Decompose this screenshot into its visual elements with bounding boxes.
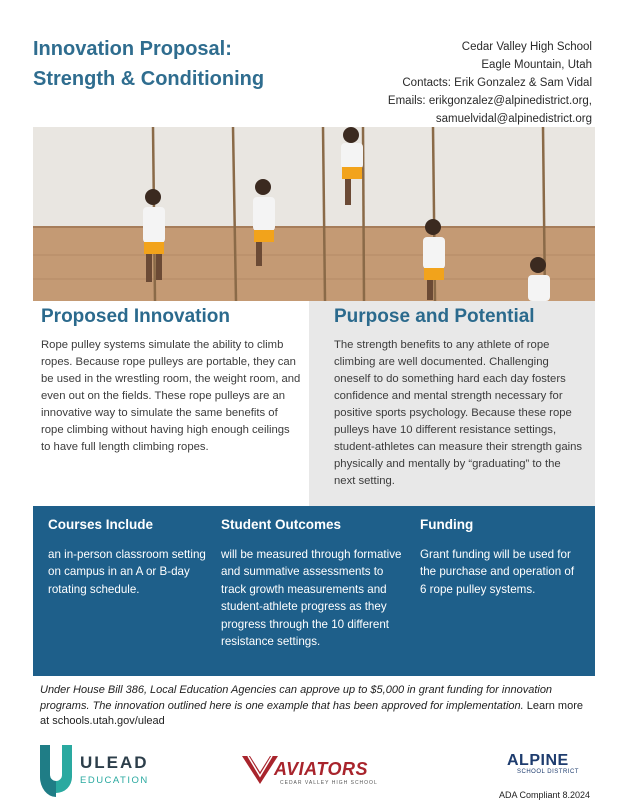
email-2: samuelvidal@alpinedistrict.org [435,113,592,125]
proposed-innovation-section [33,301,309,506]
contacts-line: Contacts: Erik Gonzalez & Sam Vidal [402,77,592,89]
footer-note [40,683,595,730]
rope-climbing-photo [33,127,595,301]
funding-heading: Funding [420,517,474,532]
proposed-innovation-heading: Proposed Innovation [41,306,230,327]
contact-block [388,38,592,128]
ulead-logo [36,745,166,797]
aviators-wordmark: AVIATORS [274,759,369,779]
aviators-logo [240,752,400,792]
info-band [33,506,595,676]
outcomes-text: will be measured through formative and summative assessments to track growth measurements and student-athlete progress as they progress through the 10 different resistance settings. [221,548,402,649]
footer-note-italic: Under House Bill 386, Local Education Agencies can approve up to $5,000 in grant funding for innovation programs. The innovation outlined here is one example that has been approved for implementation. [40,684,553,712]
outcomes-column [221,506,406,650]
footer-note-link-text: Learn more at schools.utah.gov/ulead [40,699,583,727]
aviators-subtitle: CEDAR VALLEY HIGH SCHOOL [280,780,378,786]
purpose-potential-heading: Purpose and Potential [334,306,535,327]
ulead-wordmark: ULEAD [80,753,149,772]
emails-line: Emails: erikgonzalez@alpinedistrict.org, [387,95,592,107]
alpine-wordmark: ALPINE [507,752,569,769]
courses-heading: Courses Include [48,517,154,532]
funding-column [420,506,580,598]
alpine-district-logo [507,752,597,782]
alpine-subtitle: SCHOOL DISTRICT [517,769,579,775]
ulead-subtitle: EDUCATION [80,775,149,786]
purpose-potential-text: The strength benefits to any athlete of rope climbing are well documented. Challenging oneself to do something hard each day fosters confidence and mental strength necessary for positive sports psychology. Because these rope pulleys have 10 different resistance settings, student-athletes can measure their strength gains physically and mentally by “graduating” to the next setting. [334,339,583,487]
school-location: Eagle Mountain, Utah [481,59,592,71]
courses-text: an in-person classroom setting on campus in an A or B-day rotating schedule. [48,548,206,596]
outcomes-heading: Student Outcomes [221,517,342,532]
purpose-potential-section [309,301,595,506]
school-name: Cedar Valley High School [461,41,592,53]
title-line-2: Strength & Conditioning [33,68,265,90]
photo-illustration [33,127,595,301]
title-line-1: Innovation Proposal: [33,38,232,60]
page-title [33,34,264,94]
funding-text: Grant funding will be used for the purchase and operation of 6 rope pulley systems. [420,548,575,596]
ulead-u-icon [36,745,76,797]
courses-column [48,506,213,598]
ada-compliance-label: ADA Compliant 8.2024 [498,790,590,800]
proposed-innovation-text: Rope pulley systems simulate the ability to climb ropes. Because rope pulleys are portable, they can be used in the wrestling room, the weight room, and even out on the fields. These rope pulleys are an innovative way to simulate the same benefits of rope climbing without having high enough ceilings to have full length climbing ropes. [41,339,301,453]
